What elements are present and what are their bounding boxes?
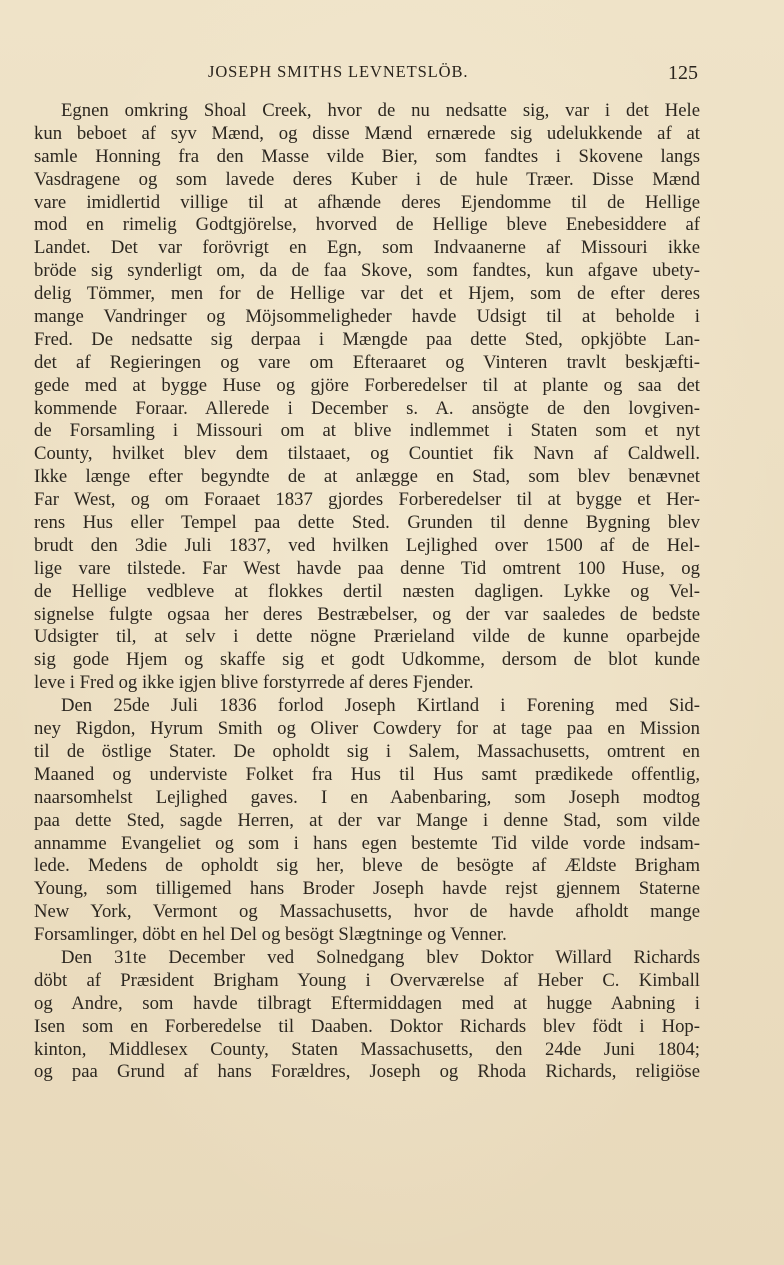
text-line: og Andre, som havde tilbragt Eftermiddagen med at hugge Aabning i bbox=[34, 992, 700, 1014]
text-line: Landet. Det var forövrigt en Egn, som Indvaanerne af Missouri ikke bbox=[34, 237, 700, 259]
text-line: kommende Foraar. Allerede i December s. A. ansögte de den lovgiven- bbox=[34, 397, 700, 419]
text-line: döbt af Præsident Brigham Young i Overværelse af Heber C. Kimball bbox=[34, 969, 700, 991]
text-line: Forsamlinger, döbt en hel Del og besögt Slægtninge og Venner. bbox=[34, 924, 507, 946]
text-line: sig gode Hjem og skaffe sig et godt Udkomme, dersom de blot kunde bbox=[34, 649, 700, 671]
text-line: County, hvilket blev dem tilstaaet, og Countiet fik Navn af Caldwell. bbox=[34, 443, 700, 465]
text-line: Den 25de Juli 1836 forlod Joseph Kirtland i Forening med Sid- bbox=[61, 695, 700, 717]
text-line: det af Regieringen og vare om Efteraaret og Vinteren travlt beskjæfti- bbox=[34, 351, 700, 373]
text-line: Egnen omkring Shoal Creek, hvor de nu nedsatte sig, var i det Hele bbox=[61, 100, 700, 121]
text-line: og paa Grund af hans Forældres, Joseph og Rhoda Richards, religiöse bbox=[34, 1061, 700, 1083]
text-line: naarsomhelst Lejlighed gaves. I en Aabenbaring, som Joseph modtog bbox=[34, 786, 700, 808]
text-line: Far West, og om Foraaet 1837 gjordes Forberedelser til at bygge et Her- bbox=[34, 489, 700, 511]
text-line: Udsigter til, at selv i dette nögne Prærieland vilde de kunne oparbejde bbox=[34, 626, 700, 648]
running-head bbox=[0, 62, 784, 86]
text-line: kun beboet af syv Mænd, og disse Mænd ernærede sig udelukkende af at bbox=[34, 122, 700, 144]
text-line: rens Hus eller Tempel paa dette Sted. Grunden til denne Bygning blev bbox=[34, 512, 700, 534]
text-line: Vasdragene og som lavede deres Kuber i de hule Træer. Disse Mænd bbox=[34, 168, 700, 190]
text-line: New York, Vermont og Massachusetts, hvor de havde afholdt mange bbox=[34, 901, 700, 923]
running-title: JOSEPH SMITHS LEVNETSLÖB. bbox=[208, 62, 469, 81]
text-line: Maaned og underviste Folket fra Hus til Hus samt prædikede offentlig, bbox=[34, 763, 700, 785]
text-line: mange Vandringer og Möjsommeligheder havde Udsigt til at beholde i bbox=[34, 306, 700, 328]
text-line: vare imidlertid villige til at afhænde deres Ejendomme til de Hellige bbox=[34, 191, 700, 213]
text-line: Ikke længe efter begyndte de at anlægge en Stad, som blev benævnet bbox=[34, 466, 700, 488]
text-line: annamme Evangeliet og som i hans egen bestemte Tid vilde vorde indsam- bbox=[34, 832, 700, 854]
text-line: Fred. De nedsatte sig derpaa i Mængde paa dette Sted, opkjöbte Lan- bbox=[34, 328, 700, 350]
text-line: delig Tömmer, men for de Hellige var det et Hjem, som de efter deres bbox=[34, 283, 700, 305]
text-line: de Hellige vedbleve at flokkes dertil næsten dagligen. Lykke og Vel- bbox=[34, 580, 700, 602]
text-line: samle Honning fra den Masse vilde Bier, som fandtes i Skovene langs bbox=[34, 145, 700, 167]
body-text bbox=[34, 100, 700, 1084]
text-line: ney Rigdon, Hyrum Smith og Oliver Cowdery for at tage paa en Mission bbox=[34, 718, 700, 740]
page-number: 125 bbox=[668, 62, 698, 84]
text-line: Isen som en Forberedelse til Daaben. Doktor Richards blev födt i Hop- bbox=[34, 1015, 700, 1037]
text-line: lige vare tilstede. Far West havde paa denne Tid omtrent 100 Huse, og bbox=[34, 557, 700, 579]
text-line: til de östlige Stater. De opholdt sig i Salem, Massachusetts, omtrent en bbox=[34, 740, 700, 762]
text-line: Young, som tilligemed hans Broder Joseph havde rejst gjennem Staterne bbox=[34, 878, 700, 900]
text-line: brudt den 3die Juli 1837, ved hvilken Lejlighed over 1500 af de Hel- bbox=[34, 534, 700, 556]
text-line: signelse fulgte ogsaa her deres Bestræbelser, og der var saaledes de bedste bbox=[34, 603, 700, 625]
text-line: lede. Medens de opholdt sig her, bleve de besögte af Ældste Brigham bbox=[34, 855, 700, 877]
text-line: leve i Fred og ikke igjen blive forstyrrede af deres Fjender. bbox=[34, 672, 474, 694]
text-line: bröde sig synderligt om, da de faa Skove, som fandtes, kun afgave ubety- bbox=[34, 260, 700, 282]
text-line: Den 31te December ved Solnedgang blev Doktor Willard Richards bbox=[61, 946, 700, 968]
text-line: de Forsamling i Missouri om at blive indlemmet i Staten som et nyt bbox=[34, 420, 700, 442]
text-line: kinton, Middlesex County, Staten Massachusetts, den 24de Juni 1804; bbox=[34, 1038, 700, 1060]
text-line: gede med at bygge Huse og gjöre Forberedelser til at plante og saa det bbox=[34, 374, 700, 396]
text-line: paa dette Sted, sagde Herren, at der var Mange i denne Stad, som vilde bbox=[34, 809, 700, 831]
text-line: mod en rimelig Godtgjörelse, hvorved de Hellige bleve Enebesiddere af bbox=[34, 214, 700, 236]
